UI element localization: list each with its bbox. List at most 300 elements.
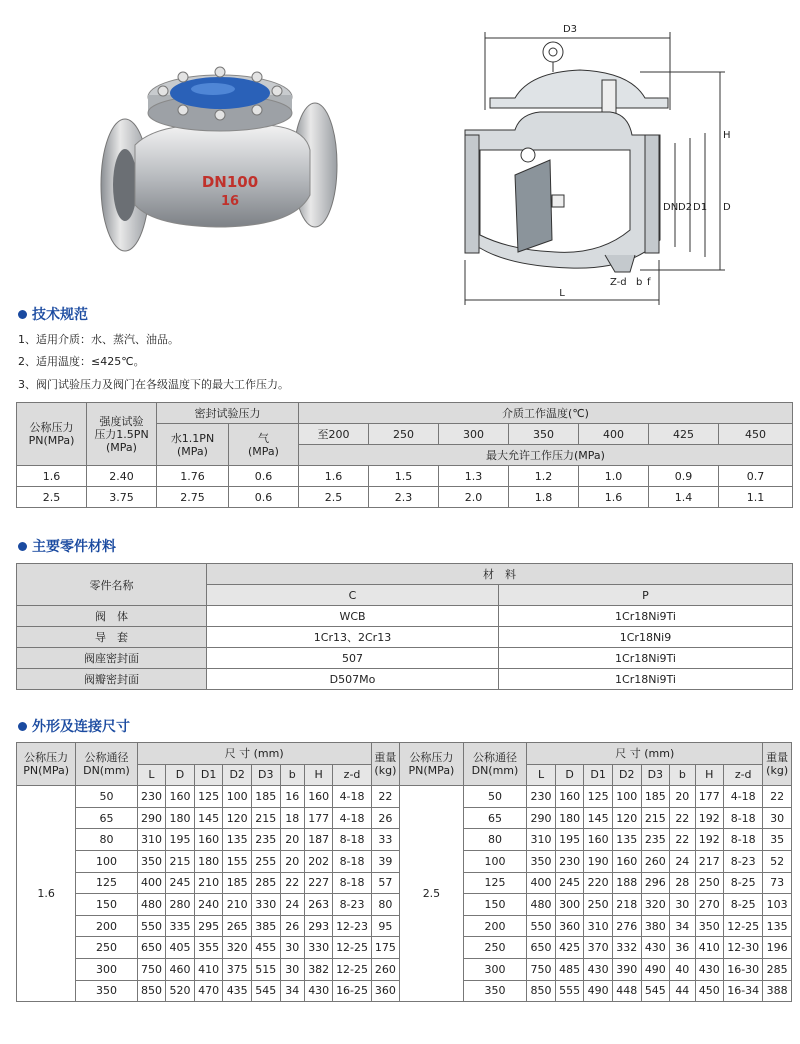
cell: 410: [695, 937, 724, 959]
cell: 24: [280, 894, 304, 916]
cell: 28: [670, 872, 695, 894]
th-col-right-1: D: [555, 764, 584, 786]
th-temp-4: 400: [579, 424, 649, 445]
section-materials-title: [18, 536, 116, 556]
cell: 430: [584, 958, 613, 980]
cell: 12-23: [333, 915, 371, 937]
cell: 8-18: [333, 872, 371, 894]
cell: 39: [371, 850, 400, 872]
part-name: 阀瓣密封面: [17, 669, 207, 690]
cell: 650: [137, 937, 166, 959]
tech-note-3: 3、阀门试验压力及阀门在各级温度下的最大工作压力。: [18, 378, 289, 391]
th-col-right-3: D2: [612, 764, 641, 786]
cell: 480: [527, 894, 556, 916]
th-col-left-1: D: [166, 764, 195, 786]
cell: 245: [555, 872, 584, 894]
th-size-left: 尺 寸 (mm): [137, 743, 371, 765]
cell: 177: [304, 807, 333, 829]
th-col-right-4: D3: [641, 764, 670, 786]
cell: 280: [166, 894, 195, 916]
cell: 430: [641, 937, 670, 959]
cell: 188: [612, 872, 641, 894]
cell: 30: [280, 958, 304, 980]
dn-cell: 150: [463, 894, 527, 916]
cell: 296: [641, 872, 670, 894]
cell: 196: [763, 937, 792, 959]
cell: 120: [223, 807, 252, 829]
cell: 750: [137, 958, 166, 980]
th-temp-5: 425: [649, 424, 719, 445]
cell: 30: [670, 894, 695, 916]
cell: 22: [371, 786, 400, 808]
cell: 135: [763, 915, 792, 937]
cell: 335: [166, 915, 195, 937]
cell: 1Cr18Ni9Ti: [499, 606, 793, 627]
cell: 195: [555, 829, 584, 851]
materials-table: [16, 563, 793, 690]
cell: 375: [223, 958, 252, 980]
th-p: P: [499, 585, 793, 606]
cell: 0.6: [229, 466, 299, 487]
cell: 263: [304, 894, 333, 916]
th-material: 材 料: [207, 564, 793, 585]
cell: 40: [670, 958, 695, 980]
tech-note-2: 2、适用温度：≤425℃。: [18, 355, 145, 368]
dn-cell: 125: [76, 872, 137, 894]
cell: 480: [137, 894, 166, 916]
cell: 265: [223, 915, 252, 937]
cell: 217: [695, 850, 724, 872]
cell: 550: [527, 915, 556, 937]
dn-cell: 80: [76, 829, 137, 851]
cell: 35: [763, 829, 792, 851]
dn-cell: 300: [463, 958, 527, 980]
cell: 20: [280, 850, 304, 872]
cell: 360: [371, 980, 400, 1002]
table-row: [17, 487, 793, 508]
cell: 425: [555, 937, 584, 959]
cell: 36: [670, 937, 695, 959]
cell: 145: [584, 807, 613, 829]
cell: 285: [251, 872, 280, 894]
cell: 382: [304, 958, 333, 980]
cell: 507: [207, 648, 499, 669]
th-temp-1: 250: [369, 424, 439, 445]
cell: 180: [166, 807, 195, 829]
th-pn-left: 公称压力 PN(MPa): [17, 743, 76, 786]
cell: 220: [584, 872, 613, 894]
cell: 180: [555, 807, 584, 829]
cell: 250: [695, 872, 724, 894]
cell: 390: [612, 958, 641, 980]
cell: 270: [695, 894, 724, 916]
th-col-left-0: L: [137, 764, 166, 786]
pn-cell-right: 2.5: [400, 786, 464, 1002]
cell: 57: [371, 872, 400, 894]
cell: 245: [166, 872, 195, 894]
cell: 490: [641, 958, 670, 980]
table-row: [17, 466, 793, 487]
cell: 4-18: [724, 786, 763, 808]
cell: 73: [763, 872, 792, 894]
cell: 320: [223, 937, 252, 959]
cell: 350: [695, 915, 724, 937]
cell: 435: [223, 980, 252, 1002]
cell: 8-18: [724, 829, 763, 851]
cell: 192: [695, 807, 724, 829]
cell: 230: [555, 850, 584, 872]
cell: 20: [670, 786, 695, 808]
cell: 2.75: [157, 487, 229, 508]
cell: 650: [527, 937, 556, 959]
cell: 22: [763, 786, 792, 808]
cell: 355: [194, 937, 223, 959]
cell: 135: [612, 829, 641, 851]
cell: 100: [612, 786, 641, 808]
cell: 210: [194, 872, 223, 894]
cell: 515: [251, 958, 280, 980]
tech-spec-table: [16, 402, 793, 508]
cell: 12-25: [333, 958, 371, 980]
dn-cell: 80: [463, 829, 527, 851]
cell: 1.2: [509, 466, 579, 487]
cell: 430: [695, 958, 724, 980]
dn-cell: 50: [463, 786, 527, 808]
cell: 2.0: [439, 487, 509, 508]
cell: 0.9: [649, 466, 719, 487]
part-name: 阀 体: [17, 606, 207, 627]
th-temp-3: 350: [509, 424, 579, 445]
cell: 22: [670, 807, 695, 829]
th-pn-right: 公称压力 PN(MPa): [400, 743, 464, 786]
cell: 30: [763, 807, 792, 829]
cell: 1.1: [719, 487, 793, 508]
label-d: D: [723, 202, 731, 213]
cell: 235: [251, 829, 280, 851]
cell: 52: [763, 850, 792, 872]
dn-cell: 100: [76, 850, 137, 872]
cell: 380: [641, 915, 670, 937]
table-row: [17, 786, 792, 808]
cell: 95: [371, 915, 400, 937]
cell: 1Cr18Ni9: [499, 627, 793, 648]
label-l: L: [559, 288, 565, 299]
cell: 24: [670, 850, 695, 872]
cell: 490: [584, 980, 613, 1002]
cell: 210: [223, 894, 252, 916]
cell: 145: [194, 807, 223, 829]
dn-cell: 125: [463, 872, 527, 894]
cell: 450: [695, 980, 724, 1002]
th-temp-6: 450: [719, 424, 793, 445]
cell: 350: [137, 850, 166, 872]
valve-badge-pn: 16: [220, 194, 240, 209]
cell: D507Mo: [207, 669, 499, 690]
cell: 175: [371, 937, 400, 959]
cell: 8-18: [724, 807, 763, 829]
th-temp: 介质工作温度(℃): [299, 403, 793, 424]
cell: WCB: [207, 606, 499, 627]
cell: 185: [251, 786, 280, 808]
cell: 227: [304, 872, 333, 894]
th-seal: 密封试验压力: [157, 403, 299, 424]
cell: 4-18: [333, 807, 371, 829]
th-strength: 强度试验 压力1.5PN (MPa): [87, 403, 157, 466]
dn-cell: 150: [76, 894, 137, 916]
th-temp-0: 至200: [299, 424, 369, 445]
cell: 16-30: [724, 958, 763, 980]
cell: 1Cr13、2Cr13: [207, 627, 499, 648]
cell: 260: [371, 958, 400, 980]
section-tech-title: [18, 304, 88, 324]
cell: 8-18: [333, 829, 371, 851]
cell: 16-34: [724, 980, 763, 1002]
th-weight-right: 重量 (kg): [763, 743, 792, 786]
th-col-left-2: D1: [194, 764, 223, 786]
part-name: 导 套: [17, 627, 207, 648]
th-col-right-2: D1: [584, 764, 613, 786]
cell: 470: [194, 980, 223, 1002]
cell: 160: [584, 829, 613, 851]
dimensions-table: [16, 742, 792, 1002]
cell: 44: [670, 980, 695, 1002]
dimensions-title-text: 外形及连接尺寸: [32, 719, 130, 735]
cell: 545: [251, 980, 280, 1002]
cell: 26: [371, 807, 400, 829]
cell: 1.5: [369, 466, 439, 487]
cell: 1.8: [509, 487, 579, 508]
cell: 290: [137, 807, 166, 829]
cell: 20: [280, 829, 304, 851]
valve-photo: [95, 55, 355, 265]
cell: 160: [166, 786, 195, 808]
table-row: [17, 648, 793, 669]
cell: 2.5: [17, 487, 87, 508]
th-pn: 公称压力 PN(MPa): [17, 403, 87, 466]
label-d1: D1: [693, 202, 708, 213]
dn-cell: 65: [76, 807, 137, 829]
cell: 400: [527, 872, 556, 894]
th-col-left-6: H: [304, 764, 333, 786]
cell: 310: [137, 829, 166, 851]
table-row: [17, 627, 793, 648]
cell: 1.6: [299, 466, 369, 487]
cell: 2.5: [299, 487, 369, 508]
cell: 3.75: [87, 487, 157, 508]
th-part: 零件名称: [17, 564, 207, 606]
cell: 1.4: [649, 487, 719, 508]
cell: 230: [137, 786, 166, 808]
cell: 293: [304, 915, 333, 937]
cell: 485: [555, 958, 584, 980]
dn-cell: 100: [463, 850, 527, 872]
cell: 750: [527, 958, 556, 980]
th-weight-left: 重量 (kg): [371, 743, 400, 786]
cell: 192: [695, 829, 724, 851]
cell: 12-25: [333, 937, 371, 959]
cell: 1.6: [579, 487, 649, 508]
cell: 455: [251, 937, 280, 959]
cell: 160: [555, 786, 584, 808]
th-col-left-3: D2: [223, 764, 252, 786]
cell: 215: [166, 850, 195, 872]
cell: 22: [280, 872, 304, 894]
cell: 155: [223, 850, 252, 872]
cell: 430: [304, 980, 333, 1002]
cell: 215: [251, 807, 280, 829]
cell: 260: [641, 850, 670, 872]
cell: 310: [584, 915, 613, 937]
th-max: 最大允许工作压力(MPa): [299, 445, 793, 466]
cell: 240: [194, 894, 223, 916]
cell: 16-25: [333, 980, 371, 1002]
cell: 555: [555, 980, 584, 1002]
th-dn-right: 公称通径 DN(mm): [463, 743, 527, 786]
label-h: H: [723, 130, 731, 141]
cell: 255: [251, 850, 280, 872]
th-c: C: [207, 585, 499, 606]
cell: 34: [280, 980, 304, 1002]
label-f: f: [647, 277, 651, 288]
label-b: b: [636, 277, 643, 288]
label-d2: D2: [678, 202, 693, 213]
th-col-right-6: H: [695, 764, 724, 786]
cell: 8-25: [724, 894, 763, 916]
table-row: [17, 669, 793, 690]
cell: 103: [763, 894, 792, 916]
cell: 290: [527, 807, 556, 829]
bullet-icon: [18, 722, 27, 731]
th-col-left-5: b: [280, 764, 304, 786]
cell: 1.76: [157, 466, 229, 487]
cell: 185: [641, 786, 670, 808]
cell: 460: [166, 958, 195, 980]
cell: 180: [194, 850, 223, 872]
cell: 235: [641, 829, 670, 851]
bullet-icon: [18, 310, 27, 319]
cell: 2.40: [87, 466, 157, 487]
dn-cell: 300: [76, 958, 137, 980]
cell: 34: [670, 915, 695, 937]
cell: 135: [223, 829, 252, 851]
th-col-right-7: z-d: [724, 764, 763, 786]
th-col-left-4: D3: [251, 764, 280, 786]
dn-cell: 65: [463, 807, 527, 829]
cell: 215: [641, 807, 670, 829]
cell: 295: [194, 915, 223, 937]
cell: 195: [166, 829, 195, 851]
dn-cell: 200: [463, 915, 527, 937]
cell: 8-23: [333, 894, 371, 916]
cell: 320: [641, 894, 670, 916]
label-zd: Z-d: [610, 277, 627, 288]
cell: 177: [695, 786, 724, 808]
tech-title-text: 技术规范: [32, 307, 88, 323]
cell: 18: [280, 807, 304, 829]
cell: 448: [612, 980, 641, 1002]
dn-cell: 350: [463, 980, 527, 1002]
cell: 187: [304, 829, 333, 851]
dn-cell: 200: [76, 915, 137, 937]
cell: 22: [670, 829, 695, 851]
cell: 160: [304, 786, 333, 808]
cell: 1.0: [579, 466, 649, 487]
cell: 360: [555, 915, 584, 937]
cell: 16: [280, 786, 304, 808]
cell: 276: [612, 915, 641, 937]
cell: 388: [763, 980, 792, 1002]
cell: 330: [251, 894, 280, 916]
bullet-icon: [18, 542, 27, 551]
cell: 218: [612, 894, 641, 916]
cell: 1.3: [439, 466, 509, 487]
th-temp-2: 300: [439, 424, 509, 445]
cell: 125: [584, 786, 613, 808]
cell: 410: [194, 958, 223, 980]
dn-cell: 250: [76, 937, 137, 959]
cell: 550: [137, 915, 166, 937]
cell: 400: [137, 872, 166, 894]
cell: 350: [527, 850, 556, 872]
cell: 202: [304, 850, 333, 872]
cell: 190: [584, 850, 613, 872]
cell: 310: [527, 829, 556, 851]
cell: 120: [612, 807, 641, 829]
cell: 12-30: [724, 937, 763, 959]
cell: 385: [251, 915, 280, 937]
cell: 285: [763, 958, 792, 980]
cell: 1Cr18Ni9Ti: [499, 669, 793, 690]
valve-section-drawing: [440, 10, 770, 305]
th-col-right-5: b: [670, 764, 695, 786]
cell: 80: [371, 894, 400, 916]
cell: 8-23: [724, 850, 763, 872]
cell: 250: [584, 894, 613, 916]
cell: 8-18: [333, 850, 371, 872]
cell: 12-25: [724, 915, 763, 937]
cell: 405: [166, 937, 195, 959]
section-dimensions-title: [18, 716, 130, 736]
cell: 160: [612, 850, 641, 872]
cell: 850: [137, 980, 166, 1002]
cell: 1Cr18Ni9Ti: [499, 648, 793, 669]
cell: 545: [641, 980, 670, 1002]
th-gas: 气 (MPa): [229, 424, 299, 466]
table-row: [17, 606, 793, 627]
th-size-right: 尺 寸 (mm): [527, 743, 763, 765]
tech-note-1: 1、适用介质：水、蒸汽、油品。: [18, 333, 179, 346]
cell: 330: [304, 937, 333, 959]
th-water: 水1.1PN (MPa): [157, 424, 229, 466]
cell: 520: [166, 980, 195, 1002]
label-dn: DN: [663, 202, 679, 213]
th-dn-left: 公称通径 DN(mm): [76, 743, 137, 786]
cell: 332: [612, 937, 641, 959]
cell: 2.3: [369, 487, 439, 508]
cell: 4-18: [333, 786, 371, 808]
cell: 300: [555, 894, 584, 916]
cell: 8-25: [724, 872, 763, 894]
cell: 370: [584, 937, 613, 959]
valve-badge-dn: DN100: [201, 173, 259, 191]
cell: 0.6: [229, 487, 299, 508]
cell: 125: [194, 786, 223, 808]
cell: 1.6: [17, 466, 87, 487]
dn-cell: 250: [463, 937, 527, 959]
cell: 33: [371, 829, 400, 851]
cell: 0.7: [719, 466, 793, 487]
dn-cell: 350: [76, 980, 137, 1002]
